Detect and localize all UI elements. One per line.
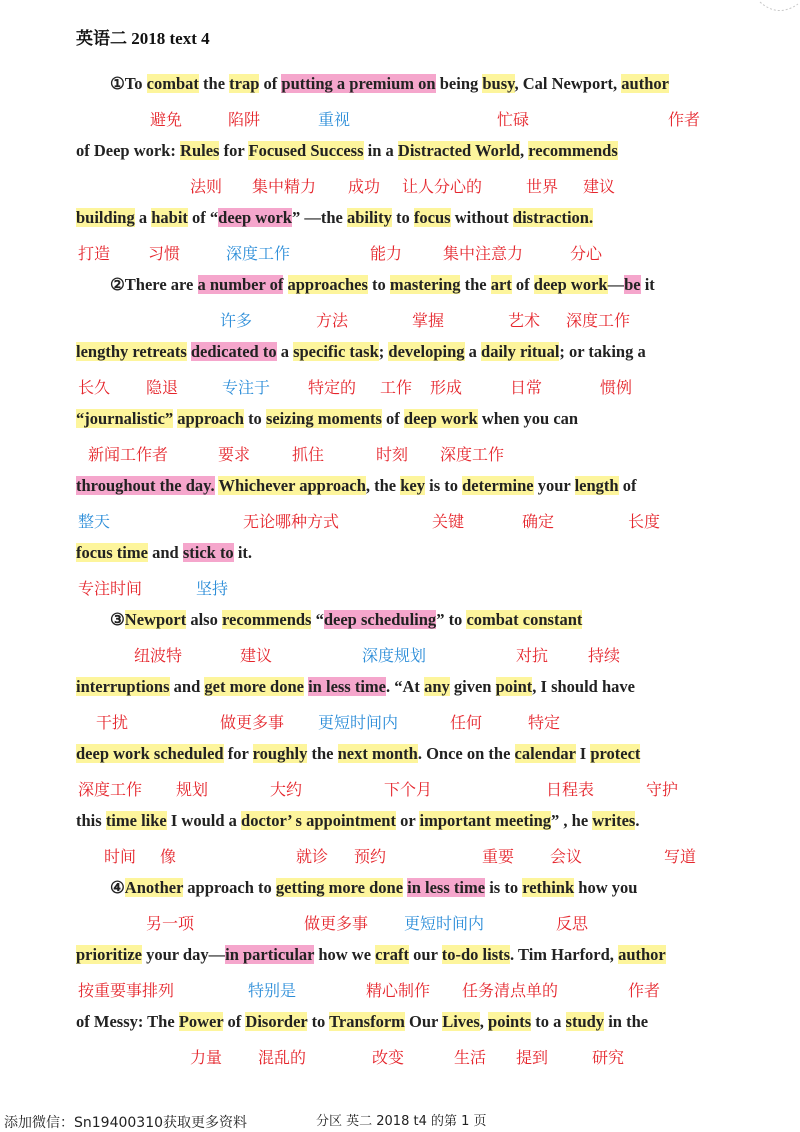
chinese-gloss: 提到 [516, 1048, 549, 1067]
plain-text: I [575, 744, 591, 763]
chinese-gloss: 任何 [450, 713, 483, 732]
plain-text: a [276, 342, 294, 361]
plain-text: and [147, 543, 183, 562]
plain-text: in the [604, 1012, 649, 1031]
key-phrase: in less time [407, 878, 486, 897]
vocab-word: points [488, 1012, 532, 1031]
vocab-word: deep work [533, 275, 608, 294]
plain-text: how you [574, 878, 638, 897]
english-line [76, 744, 640, 764]
plain-text: the [307, 744, 338, 763]
chinese-gloss: 时间 [104, 847, 137, 866]
chinese-gloss: 规划 [176, 780, 209, 799]
chinese-gloss: 特定 [528, 713, 561, 732]
chinese-gloss: 分心 [570, 244, 603, 263]
key-phrase: in less time [308, 677, 387, 696]
vocab-word: deep work [403, 409, 478, 428]
vocab-word: recommends [528, 141, 618, 160]
plain-text: of [511, 275, 534, 294]
chinese-gloss: 精心制作 [366, 981, 431, 1000]
chinese-gloss: 下个月 [384, 780, 433, 799]
chinese-gloss: 形成 [430, 378, 463, 397]
chinese-gloss: 集中注意力 [443, 244, 524, 263]
plain-text: and [169, 677, 205, 696]
english-line [76, 342, 646, 362]
chinese-gloss: 隐退 [146, 378, 179, 397]
page-title: 英语二 2018 text 4 [76, 29, 210, 48]
chinese-gloss: 成功 [348, 177, 381, 196]
vocab-word: roughly [252, 744, 308, 763]
vocab-word: Distracted World [397, 141, 520, 160]
key-phrase: deep work [218, 208, 292, 227]
vocab-word: any [424, 677, 450, 696]
vocab-word: “journalistic” [76, 409, 174, 428]
vocab-word: deep work scheduled [76, 744, 224, 763]
plain-text: ” —the [291, 208, 347, 227]
plain-text: to [367, 275, 390, 294]
chinese-gloss: 要求 [218, 445, 251, 464]
english-line [76, 476, 636, 496]
english-line [76, 945, 666, 965]
chinese-gloss: 深度规划 [362, 646, 427, 665]
plain-text: of Messy: The [76, 1012, 179, 1031]
plain-text: of [381, 409, 404, 428]
vocab-word: length [574, 476, 619, 495]
plain-text: when you can [477, 409, 579, 428]
chinese-gloss: 特别是 [248, 981, 297, 1000]
vocab-word: combat constant [466, 610, 583, 629]
plain-text: . “At [386, 677, 425, 696]
chinese-gloss: 让人分心的 [402, 177, 483, 196]
key-phrase: throughout the day. [76, 476, 215, 495]
chinese-gloss: 生活 [454, 1048, 487, 1067]
chinese-gloss: 习惯 [148, 244, 181, 263]
vocab-word: get more done [204, 677, 304, 696]
plain-text: of [618, 476, 637, 495]
footer-page-label: 分区 英二 2018 t4 的第 1 页 [316, 1114, 487, 1129]
plain-text: ②There are [110, 275, 198, 294]
chinese-gloss: 无论哪种方式 [243, 512, 340, 531]
chinese-gloss: 陷阱 [228, 110, 261, 129]
chinese-gloss: 另一项 [146, 914, 195, 933]
chinese-gloss: 深度工作 [78, 780, 143, 799]
vocab-word: interruptions [76, 677, 170, 696]
chinese-gloss: 改变 [372, 1048, 405, 1067]
chinese-gloss: 日常 [510, 378, 543, 397]
chinese-gloss: 对抗 [516, 646, 549, 665]
chinese-gloss: 掌握 [412, 311, 445, 330]
chinese-gloss: 反思 [556, 914, 589, 933]
chinese-gloss: 力量 [190, 1048, 223, 1067]
plain-text: this [76, 811, 106, 830]
plain-text: “ [311, 610, 324, 629]
english-line [76, 208, 593, 228]
chinese-gloss: 守护 [646, 780, 679, 799]
chinese-gloss: 许多 [220, 311, 253, 330]
plain-text: in a [363, 141, 398, 160]
plain-text: . Once on the [417, 744, 515, 763]
plain-text: to [243, 409, 266, 428]
chinese-gloss: 按重要事排列 [78, 981, 175, 1000]
english-line [76, 1012, 648, 1032]
plain-text: of [223, 1012, 246, 1031]
chinese-gloss: 大约 [270, 780, 303, 799]
vocab-word: distraction. [512, 208, 594, 227]
vocab-word: Lives [442, 1012, 480, 1031]
chinese-gloss: 纽波特 [134, 646, 183, 665]
chinese-gloss: 预约 [354, 847, 387, 866]
vocab-word: point [495, 677, 533, 696]
chinese-gloss: 任务清点单的 [462, 981, 559, 1000]
vocab-word: study [565, 1012, 605, 1031]
key-phrase: deep scheduling [323, 610, 437, 629]
vocab-word: protect [590, 744, 641, 763]
vocab-word: art [490, 275, 512, 294]
plain-text: of Deep work: [76, 141, 181, 160]
vocab-word: Whichever approach [218, 476, 366, 495]
vocab-word: trap [229, 74, 260, 93]
plain-text: or [395, 811, 420, 830]
plain-text: ” to [436, 610, 467, 629]
plain-text: also [186, 610, 222, 629]
vocab-word: Another [124, 878, 184, 897]
chinese-gloss: 确定 [522, 512, 555, 531]
vocab-word: getting more done [275, 878, 404, 897]
plain-text: for [219, 141, 249, 160]
chinese-gloss: 像 [160, 847, 177, 866]
footer-wechat-note: 添加微信：Sn19400310获取更多资料 [4, 1115, 248, 1131]
plain-text: a [134, 208, 152, 227]
plain-text: . Tim Harford, [510, 945, 619, 964]
vocab-word: habit [151, 208, 188, 227]
chinese-gloss: 特定的 [308, 378, 357, 397]
chinese-gloss: 深度工作 [566, 311, 631, 330]
chinese-gloss: 法则 [190, 177, 223, 196]
plain-text: how we [314, 945, 376, 964]
plain-text: — [607, 275, 625, 294]
key-phrase: stick to [182, 543, 234, 562]
plain-text [283, 275, 287, 294]
chinese-gloss: 方法 [316, 311, 349, 330]
key-phrase: dedicated to [190, 342, 277, 361]
chinese-gloss: 更短时间内 [404, 914, 485, 933]
vocab-word: busy [482, 74, 515, 93]
plain-text: your day— [141, 945, 226, 964]
vocab-word: seizing moments [265, 409, 382, 428]
plain-text: ③ [110, 610, 125, 629]
english-line [76, 677, 635, 697]
chinese-gloss: 做更多事 [304, 914, 369, 933]
plain-text: , [479, 1012, 489, 1031]
english-line [110, 74, 669, 94]
chinese-gloss: 忙碌 [497, 110, 530, 129]
plain-text: , the [365, 476, 401, 495]
vocab-word: prioritize [76, 945, 142, 964]
plain-text: ①To [110, 74, 147, 93]
plain-text: it [640, 275, 655, 294]
chinese-gloss: 关键 [432, 512, 465, 531]
chinese-gloss: 深度工作 [440, 445, 505, 464]
vocab-word: next month [337, 744, 418, 763]
chinese-gloss: 专注于 [222, 378, 271, 397]
vocab-word: determine [462, 476, 534, 495]
chinese-gloss: 写道 [664, 847, 697, 866]
vocab-word: time like [105, 811, 167, 830]
chinese-gloss: 会议 [550, 847, 583, 866]
vocab-word: Disorder [245, 1012, 308, 1031]
chinese-gloss: 研究 [592, 1048, 625, 1067]
plain-text: of [259, 74, 282, 93]
corner-decoration [756, 0, 800, 20]
vocab-word: recommends [221, 610, 312, 629]
chinese-gloss: 时刻 [376, 445, 409, 464]
chinese-gloss: 抓住 [292, 445, 325, 464]
vocab-word: specific task [293, 342, 379, 361]
chinese-gloss: 重视 [318, 110, 351, 129]
vocab-word: craft [375, 945, 410, 964]
plain-text: without [450, 208, 513, 227]
vocab-word: calendar [514, 744, 576, 763]
plain-text: being [435, 74, 483, 93]
plain-text: ; or taking a [559, 342, 646, 361]
chinese-gloss: 艺术 [508, 311, 541, 330]
chinese-gloss: 集中精力 [252, 177, 317, 196]
plain-text: is to [425, 476, 463, 495]
english-line [76, 409, 578, 429]
vocab-word: doctor’ s appointment [241, 811, 396, 830]
vocab-word: writes [592, 811, 636, 830]
chinese-gloss: 长度 [628, 512, 661, 531]
chinese-gloss: 长久 [78, 378, 111, 397]
english-line [76, 141, 618, 161]
vocab-word: approach [177, 409, 244, 428]
chinese-gloss: 建议 [583, 177, 616, 196]
plain-text: Our [404, 1012, 443, 1031]
chinese-gloss: 深度工作 [226, 244, 291, 263]
plain-text: of “ [187, 208, 219, 227]
key-phrase: a number of [197, 275, 284, 294]
english-line [76, 811, 639, 831]
english-line [110, 610, 582, 630]
vocab-word: Newport [124, 610, 187, 629]
chinese-gloss: 作者 [668, 110, 701, 129]
vocab-word: focus [413, 208, 451, 227]
chinese-gloss: 新闻工作者 [88, 445, 169, 464]
vocab-word: Transform [329, 1012, 405, 1031]
chinese-gloss: 避免 [150, 110, 183, 129]
chinese-gloss: 能力 [370, 244, 403, 263]
chinese-gloss: 日程表 [546, 780, 595, 799]
plain-text: to a [531, 1012, 566, 1031]
plain-text: , [519, 141, 529, 160]
vocab-word: author [621, 74, 669, 93]
plain-text: approach to [183, 878, 276, 897]
vocab-word: lengthy retreats [76, 342, 187, 361]
plain-text: , I should have [532, 677, 635, 696]
vocab-word: mastering [389, 275, 461, 294]
vocab-word: Rules [180, 141, 220, 160]
chinese-gloss: 重要 [482, 847, 515, 866]
chinese-gloss: 干扰 [96, 713, 129, 732]
chinese-gloss: 作者 [628, 981, 661, 1000]
chinese-gloss: 整天 [78, 512, 111, 531]
plain-text: , Cal Newport, [514, 74, 622, 93]
key-phrase: putting a premium on [281, 74, 436, 93]
chinese-gloss: 世界 [526, 177, 559, 196]
vocab-word: focus time [76, 543, 148, 562]
chinese-gloss: 更短时间内 [318, 713, 399, 732]
plain-text: for [223, 744, 253, 763]
plain-text: the [198, 74, 230, 93]
chinese-gloss: 建议 [240, 646, 273, 665]
vocab-word: rethink [522, 878, 575, 897]
plain-text: to [391, 208, 414, 227]
key-phrase: be [624, 275, 641, 294]
plain-text: I would a [166, 811, 242, 830]
vocab-word: author [618, 945, 666, 964]
english-line [110, 878, 637, 898]
key-phrase: in particular [225, 945, 315, 964]
vocab-word: key [400, 476, 425, 495]
vocab-word: ability [346, 208, 392, 227]
plain-text: is to [485, 878, 523, 897]
plain-text: ; [378, 342, 389, 361]
vocab-word: to-do lists [441, 945, 511, 964]
plain-text: it. [233, 543, 253, 562]
vocab-word: daily ritual [481, 342, 560, 361]
plain-text: a [464, 342, 482, 361]
chinese-gloss: 打造 [78, 244, 111, 263]
plain-text: ④ [110, 878, 125, 897]
english-line [110, 275, 655, 295]
plain-text: our [409, 945, 442, 964]
plain-text: your [533, 476, 575, 495]
vocab-word: combat [146, 74, 199, 93]
vocab-word: Power [178, 1012, 224, 1031]
vocab-word: building [76, 208, 135, 227]
chinese-gloss: 就诊 [296, 847, 329, 866]
plain-text: to [307, 1012, 330, 1031]
plain-text: ” , he [551, 811, 593, 830]
chinese-gloss: 持续 [588, 646, 621, 665]
english-line [76, 543, 252, 563]
chinese-gloss: 混乱的 [258, 1048, 307, 1067]
chinese-gloss: 专注时间 [78, 579, 143, 598]
vocab-word: developing [388, 342, 465, 361]
plain-text: given [449, 677, 496, 696]
chinese-gloss: 工作 [380, 378, 413, 397]
chinese-gloss: 坚持 [196, 579, 229, 598]
chinese-gloss: 做更多事 [220, 713, 285, 732]
plain-text: the [460, 275, 491, 294]
vocab-word: approaches [287, 275, 368, 294]
chinese-gloss: 惯例 [600, 378, 633, 397]
vocab-word: important meeting [419, 811, 552, 830]
vocab-word: Focused Success [248, 141, 364, 160]
plain-text: . [635, 811, 640, 830]
